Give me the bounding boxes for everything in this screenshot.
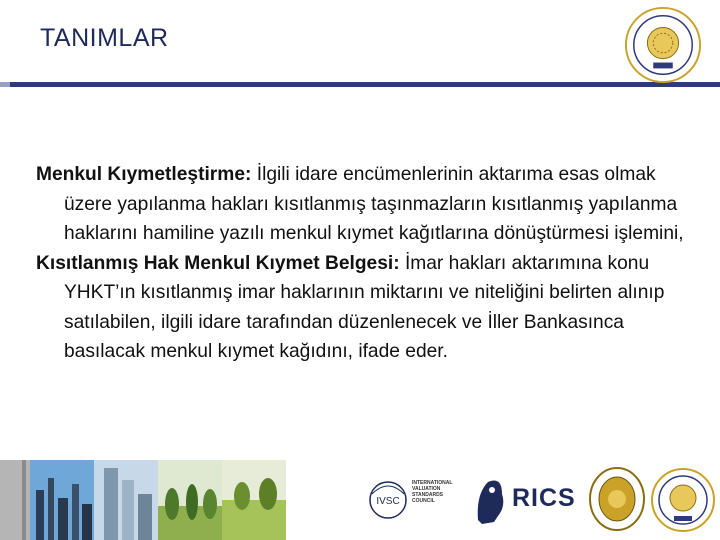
definition-term: Kısıtlanmış Hak Menkul Kıymet Belgesi: bbox=[36, 252, 400, 274]
definitions-body bbox=[36, 160, 696, 367]
footer-band bbox=[0, 460, 720, 540]
definition-paragraph bbox=[36, 160, 696, 249]
footer-left-stripe bbox=[22, 460, 26, 540]
city-skyline-photo bbox=[30, 460, 94, 540]
university-seal-logo bbox=[624, 6, 702, 84]
ivsc-label: IVSC bbox=[376, 496, 400, 507]
rics-logo-text: RICS bbox=[512, 484, 576, 512]
lion-emblem-icon bbox=[472, 472, 508, 528]
definition-term: Menkul Kıymetleştirme: bbox=[36, 164, 252, 185]
ivsc-caption: INTERNATIONAL VALUATION STANDARDS COUNCIL bbox=[412, 480, 453, 504]
ivsc-logo bbox=[368, 474, 408, 526]
definition-text: İlgili idare encümenlerinin aktarıma esas olmak üzere yapılanma hakları kısıtlanmış taşınmazların kısıtlanmış yapılanma haklarını hamiline yazılı menkul kıymet kağıtlarına dönüştürmesi işlemini, bbox=[64, 164, 684, 244]
modern-towers-photo bbox=[94, 460, 158, 540]
title-rule-accent bbox=[0, 82, 10, 87]
definition-paragraph bbox=[36, 249, 696, 367]
title-rule bbox=[10, 82, 720, 87]
seal-logo-bronze bbox=[588, 466, 646, 532]
university-seal-logo-small bbox=[650, 464, 716, 536]
slide-title: TANIMLAR bbox=[40, 24, 169, 52]
landscape-photo bbox=[158, 460, 222, 540]
field-trees-photo bbox=[222, 460, 286, 540]
definition-text: İmar hakları aktarımına konu YHKT’ın kısıtlanmış imar haklarının miktarını ve niteliğini belirten alınıp satılabilen, ilgili idare tarafından düzenlenecek ve İller Bankasınca basılacak menkul kıymet kağıdını, ifade eder. bbox=[64, 252, 665, 362]
